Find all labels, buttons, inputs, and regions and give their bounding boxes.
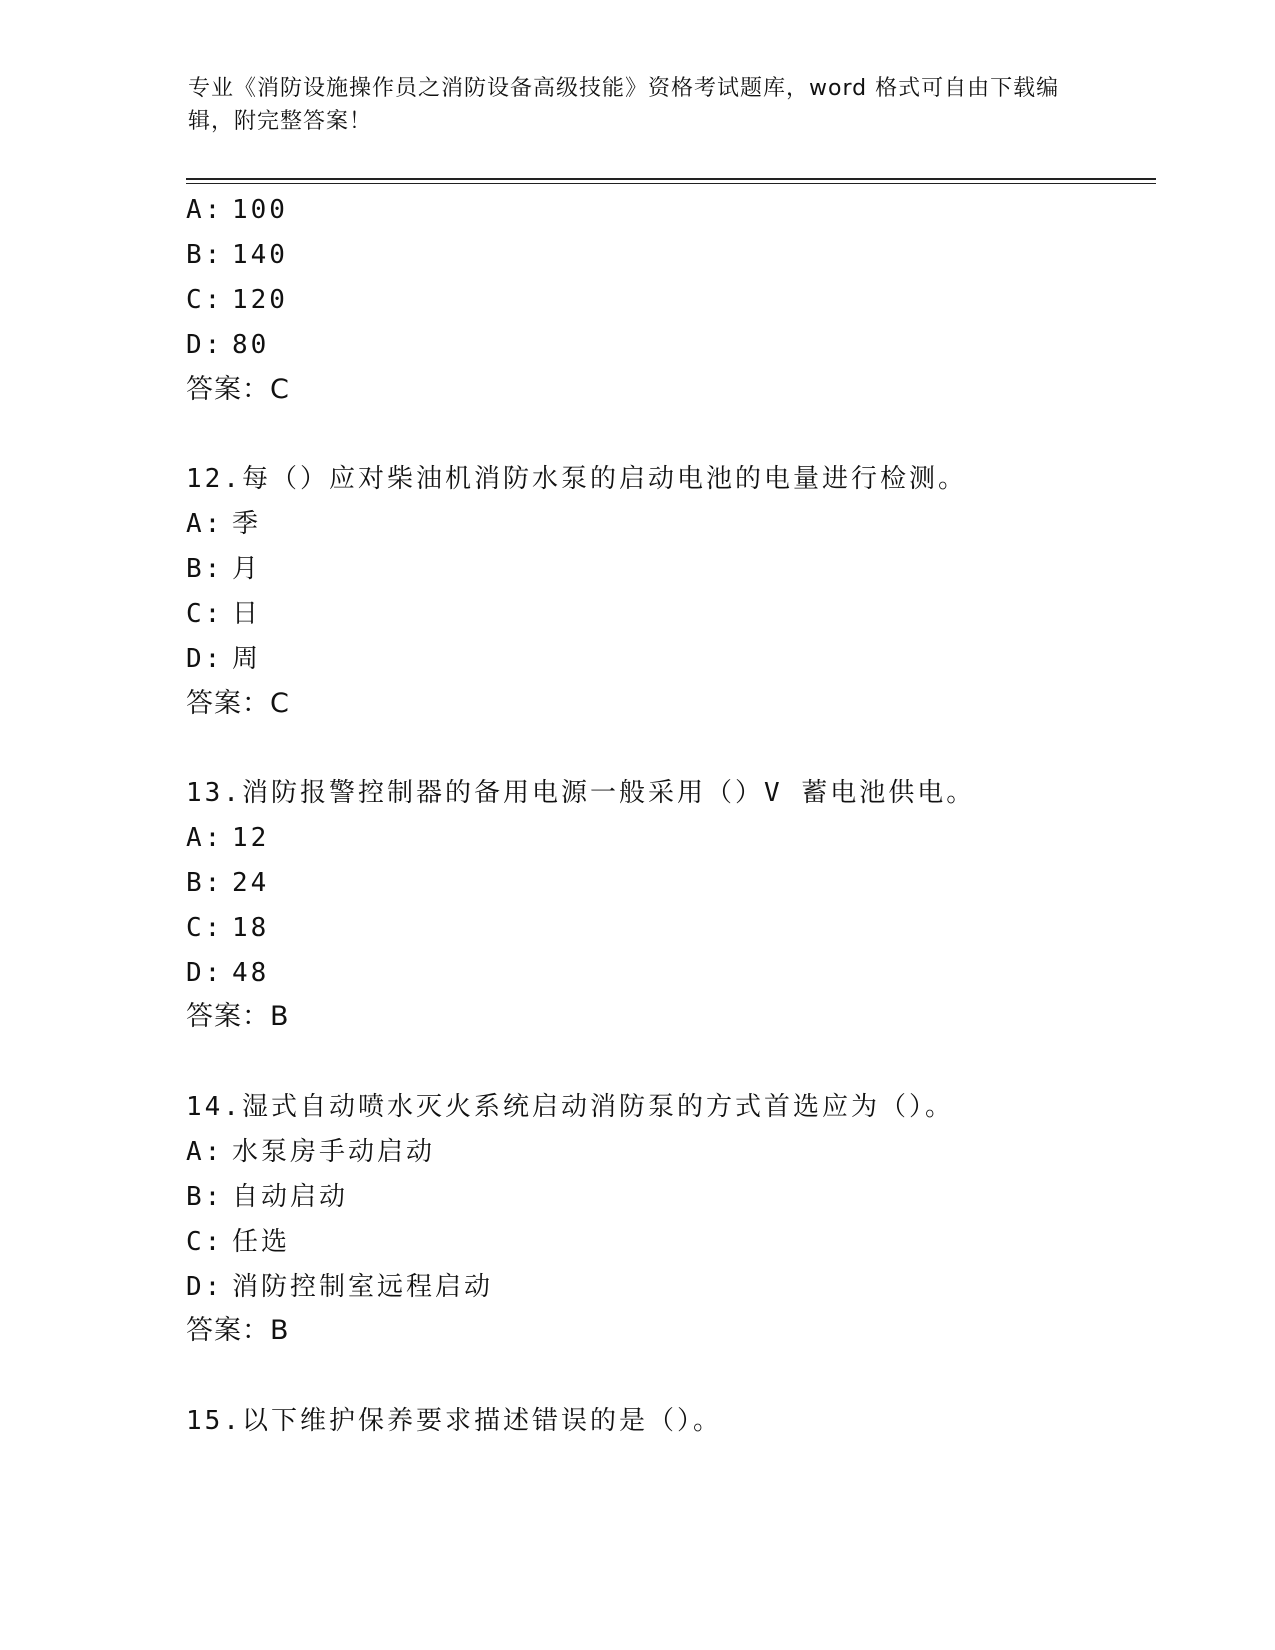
q12-question: 12.每（）应对柴油机消防水泵的启动电池的电量进行检测。 — [186, 464, 967, 494]
q11-option-c: C: 120 — [186, 285, 288, 315]
q15-question: 15.以下维护保养要求描述错误的是（）。 — [186, 1406, 722, 1436]
q14-option-b: B: 自动启动 — [186, 1182, 349, 1212]
q13-question: 13.消防报警控制器的备用电源一般采用（）V 蓄电池供电。 — [186, 778, 976, 808]
q12-option-c: C: 日 — [186, 599, 262, 629]
q14-option-a: A: 水泵房手动启动 — [186, 1137, 436, 1167]
q14-option-c: C: 任选 — [186, 1227, 291, 1257]
header-rule-thin — [186, 183, 1156, 184]
q12-option-d: D: 周 — [186, 644, 262, 674]
q13-option-b: B: 24 — [186, 868, 270, 898]
q14-answer: 答案：B — [186, 1315, 290, 1346]
q11-option-a: A: 100 — [186, 195, 288, 225]
q14-question: 14.湿式自动喷水灭火系统启动消防泵的方式首选应为（）。 — [186, 1092, 954, 1122]
q13-option-a: A: 12 — [186, 823, 270, 853]
q11-option-b: B: 140 — [186, 240, 288, 270]
q12-option-a: A: 季 — [186, 509, 262, 539]
q13-option-c: C: 18 — [186, 913, 270, 943]
q11-option-d: D: 80 — [186, 330, 270, 360]
q11-answer: 答案：C — [186, 374, 290, 405]
q12-option-b: B: 月 — [186, 554, 262, 584]
header-note: 专业《消防设施操作员之消防设备高级技能》资格考试题库，word 格式可自由下载编辑，附完整答案！ — [188, 76, 1060, 134]
header-rule-thick — [186, 178, 1156, 180]
q12-answer: 答案：C — [186, 688, 290, 719]
q13-option-d: D: 48 — [186, 958, 270, 988]
q14-option-d: D: 消防控制室远程启动 — [186, 1272, 494, 1302]
q13-answer: 答案：B — [186, 1001, 290, 1032]
